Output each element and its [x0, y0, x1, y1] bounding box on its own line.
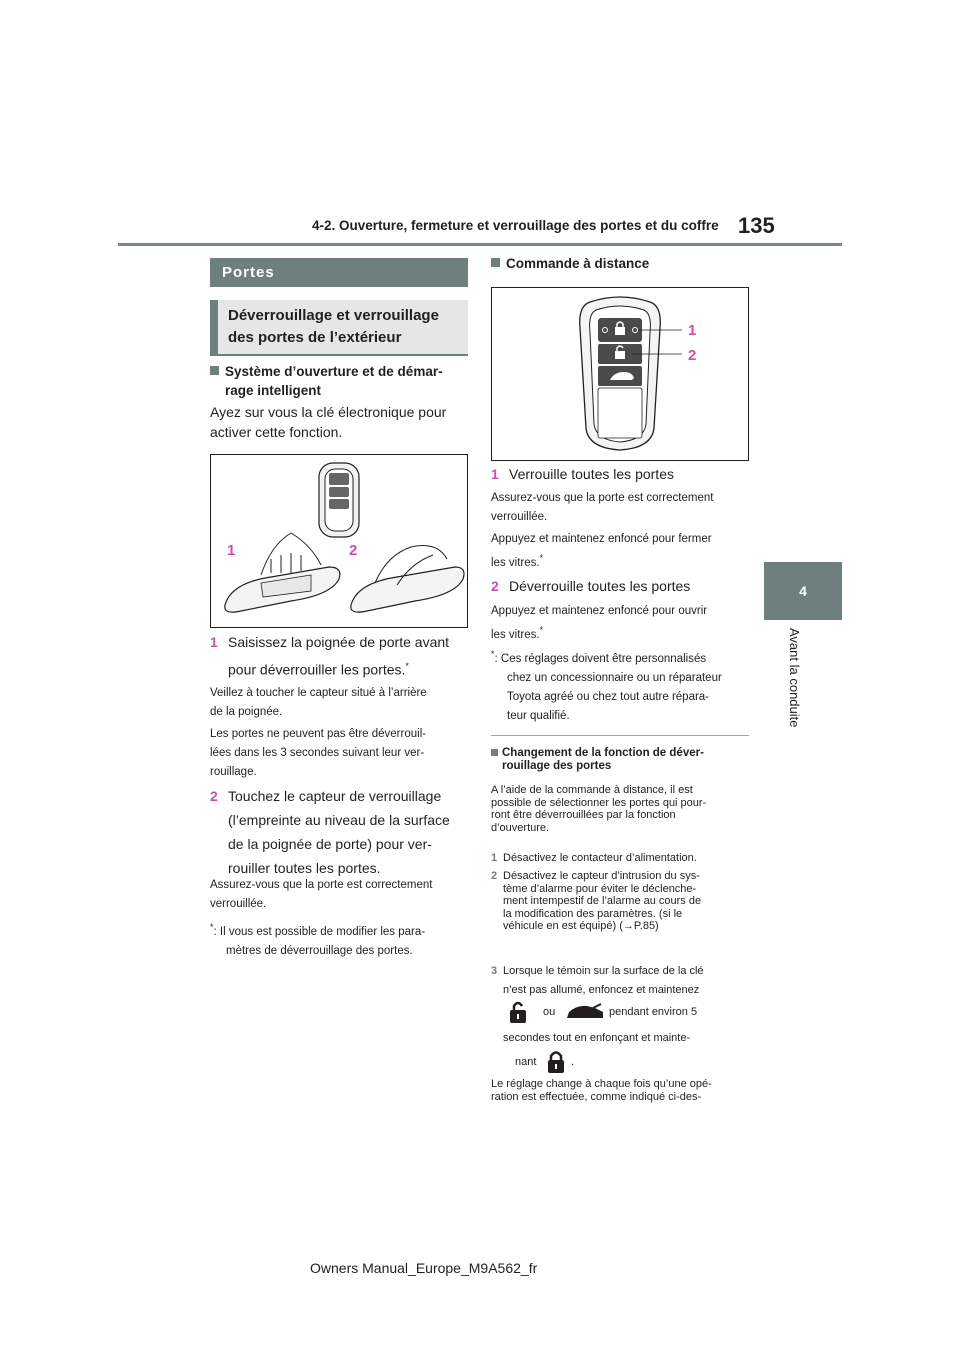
figure-label-2: 2 [688, 347, 697, 364]
remote-key-illustration [492, 288, 748, 460]
change-step-3: 3 Lorsque le témoin sur la surface de la clé n’est pas allumé, enfoncez et maintenez [491, 965, 704, 996]
header-divider [118, 243, 842, 246]
smart-entry-intro: Ayez sur vous la clé électronique pour activer cette fonction. [210, 404, 447, 440]
smart-entry-step-2: 2 Touchez le capteur de verrouillage (l’empreinte au niveau de la surface de la poignée de porte) pour ver- rouiller toutes les portes. [210, 788, 450, 876]
chapter-tab-label: Avant la conduite [787, 628, 802, 728]
subsection-title-line1: Déverrouillage et verrouillage [228, 307, 439, 324]
smart-entry-heading: Système d’ouverture et de démar- rage intelligent [210, 362, 468, 400]
smart-entry-footnote: *: Il vous est possible de modifier les para- mètres de déverrouillage des portes. [210, 922, 426, 957]
subsection-title-line2: des portes de l’extérieur [228, 329, 402, 346]
figure-label-2: 2 [349, 542, 358, 559]
figure-label-1: 1 [227, 542, 236, 559]
section-title: Portes [210, 258, 468, 287]
remote-step-1: 1 Verrouille toutes les portes [491, 466, 674, 482]
footer-manual-id: Owners Manual_Europe_M9A562_fr [310, 1260, 538, 1276]
page-number: 135 [738, 213, 775, 238]
change-function-outro: Le réglage change à chaque fois qu’une opé- ration est effectuée, comme indiqué ci-des- [491, 1078, 712, 1103]
remote-key-figure [491, 287, 749, 461]
key-fob-icon [319, 463, 359, 537]
chapter-tab: 4 [764, 562, 842, 620]
remote-step-2-notes: Appuyez et maintenez enfoncé pour ouvrir les vitres.* [491, 605, 708, 641]
chapter-section-title: 4-2. Ouverture, fermeture et verrouillage des portes et du coffre [312, 218, 719, 233]
change-step-1: 1 Désactivez le contacteur d’alimentation. [491, 852, 697, 864]
remote-step-1-notes: Assurez-vous que la porte est correctement verrouillée. Appuyez et maintenez enfoncé pour fermer les vitres.* [491, 492, 714, 569]
square-bullet-icon [491, 749, 498, 756]
remote-step-2: 2 Déverrouille toutes les portes [491, 578, 691, 594]
door-handle-figure [210, 454, 468, 628]
change-function-intro: A l’aide de la commande à distance, il est possible de sélectionner les portes qui pour- ront être déverrouillées par la fonction d’ouverture. [491, 784, 707, 834]
change-step-2: 2 Désactivez le capteur d’intrusion du sys- tème d’alarme pour éviter le déclenche- ment intempestif de l’alarme au cours de la modification des paramètres. (si le véhicule en est équipé) (→P.85) [491, 870, 702, 932]
right-door-handle-icon [351, 546, 464, 613]
figure-label-1: 1 [688, 322, 697, 339]
section-divider [491, 735, 749, 736]
square-bullet-icon [491, 258, 500, 267]
square-bullet-icon [210, 366, 219, 375]
change-step-3-cont: secondes tout en enfonçant et mainte- [503, 1032, 691, 1044]
smart-entry-step-1: 1 Saisissez la poignée de porte avant pour déverrouiller les portes.* [210, 634, 450, 678]
smart-entry-step-1-notes: Veillez à toucher le capteur situé à l’arrière de la poignée. Les portes ne peuvent pas être déverrouil- lées dans les 3 secondes suivant leur ver- rouillage. [210, 687, 427, 778]
lock-icon [545, 1050, 567, 1074]
change-function-heading: Changement de la fonction de déver- rouillage des portes [491, 747, 751, 773]
door-handle-illustration [211, 455, 467, 627]
change-step-3-end: nant . [491, 1048, 753, 1074]
remote-footnote: *: Ces réglages doivent être personnalisés chez un concessionnaire ou un réparateur Toyota agréé ou chez tout autre répara- teur qualifié. [491, 649, 722, 722]
smart-entry-step-2-notes: Assurez-vous que la porte est correctement verrouillée. [210, 879, 433, 910]
subsection-title [210, 300, 468, 354]
subsection-divider [210, 354, 468, 356]
left-door-handle-icon [225, 533, 340, 612]
change-step-3-icons: ou pendant environ 5 [491, 1000, 753, 1026]
trunk-icon [565, 1002, 605, 1022]
unlock-icon [507, 1000, 529, 1024]
remote-control-heading: Commande à distance [491, 254, 749, 273]
